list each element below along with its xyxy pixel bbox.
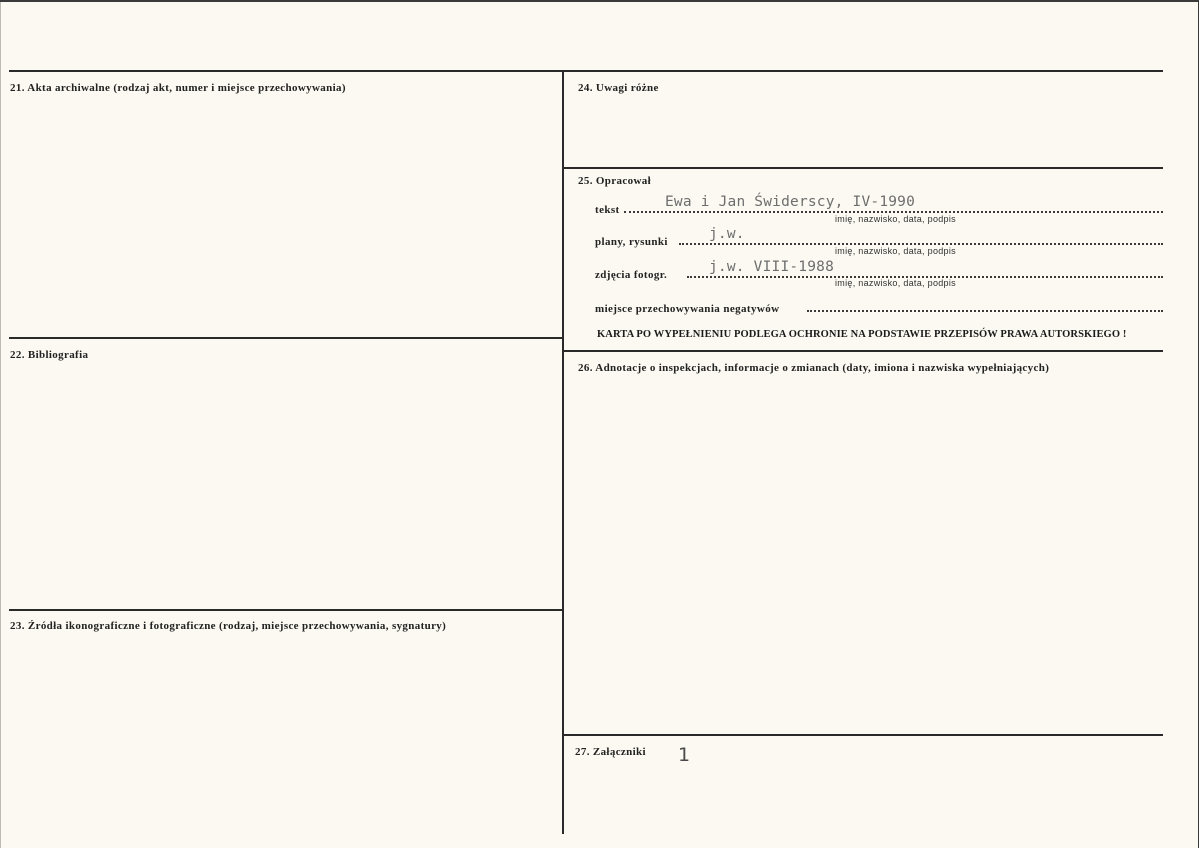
section-26-label: 26. Adnotacje o inspekcjach, informacje o zmianach (daty, imiona i nazwiska wypełniających) bbox=[578, 362, 1050, 374]
negatywy-row bbox=[595, 299, 1163, 315]
section-24-label: 24. Uwagi różne bbox=[578, 82, 659, 94]
section-22-label: 22. Bibliografia bbox=[10, 349, 89, 361]
record-card bbox=[0, 2, 1198, 848]
top-rule bbox=[9, 70, 1163, 72]
negatywy-label: miejsce przechowywania negatywów bbox=[595, 303, 780, 315]
divider-25-26 bbox=[564, 350, 1163, 352]
plany-value: j.w. bbox=[709, 226, 745, 242]
section-27-label: 27. Załączniki bbox=[575, 746, 646, 758]
zalaczniki-value: 1 bbox=[678, 744, 691, 766]
zdjecia-value: j.w. VIII-1988 bbox=[709, 259, 835, 275]
section-21-label: 21. Akta archiwalne (rodzaj akt, numer i miejsce przechowywania) bbox=[10, 82, 346, 94]
tekst-value: Ewa i Jan Świderscy, IV-1990 bbox=[665, 194, 916, 210]
divider-22-23 bbox=[9, 609, 562, 611]
center-divider bbox=[562, 70, 564, 834]
zdjecia-label: zdjęcia fotogr. bbox=[595, 269, 668, 281]
zdjecia-hint: imię, nazwisko, data, podpis bbox=[835, 278, 956, 288]
divider-26-27 bbox=[564, 734, 1163, 736]
tekst-dotted-line bbox=[624, 211, 1163, 213]
plany-hint: imię, nazwisko, data, podpis bbox=[835, 246, 956, 256]
section-25-label: 25. Opracował bbox=[578, 175, 651, 187]
section-23-label: 23. Źródła ikonograficzne i fotograficzne (rodzaj, miejsce przechowywania, sygnatury) bbox=[10, 620, 447, 632]
divider-24-25 bbox=[564, 167, 1163, 169]
tekst-hint: imię, nazwisko, data, podpis bbox=[835, 214, 956, 224]
negatywy-dotted-line bbox=[807, 310, 1163, 312]
plany-dotted-line bbox=[679, 243, 1163, 245]
divider-21-22 bbox=[9, 337, 562, 339]
plany-label: plany, rysunki bbox=[595, 236, 668, 248]
tekst-label: tekst bbox=[595, 204, 620, 216]
copyright-notice: KARTA PO WYPEŁNIENIU PODLEGA OCHRONIE NA PODSTAWIE PRZEPISÓW PRAWA AUTORSKIEGO ! bbox=[597, 329, 1127, 340]
